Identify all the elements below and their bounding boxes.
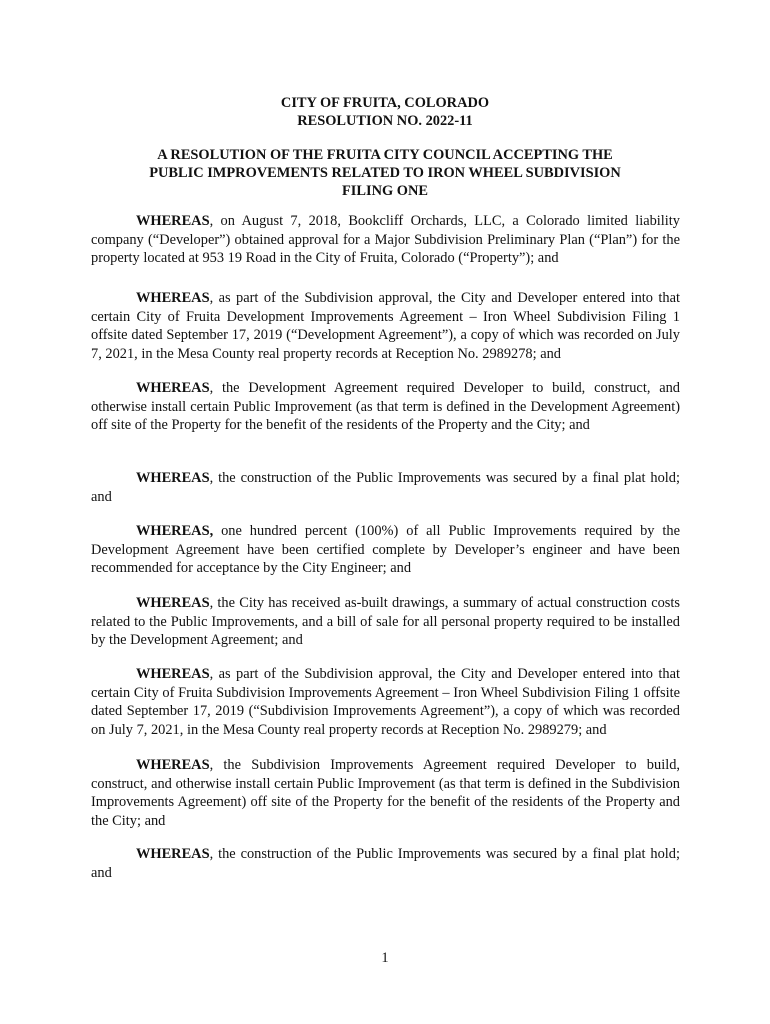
whereas-lead: WHEREAS <box>136 666 210 682</box>
paragraph-text: , the Development Agreement required Developer to build, construct, and otherwise install certain Public Improvement (as that term is defined in the Development Agreement) off site of the Property for the benefit of the residents of the Property and the City; and <box>91 380 680 433</box>
whereas-lead: WHEREAS <box>136 846 210 862</box>
paragraph-text: one hundred percent (100%) of all Public Improvements required by the Development Agreement have been certified complete by Developer’s engineer and have been recommended for acceptance by the City Engineer; and <box>91 523 680 576</box>
title-line-2: PUBLIC IMPROVEMENTS RELATED TO IRON WHEEL SUBDIVISION <box>149 165 621 181</box>
document-header <box>0 94 770 130</box>
whereas-paragraph <box>91 379 680 435</box>
whereas-paragraph <box>91 756 680 830</box>
paragraph-text: , the construction of the Public Improvements was secured by a final plat hold; and <box>91 846 680 881</box>
whereas-lead: WHEREAS <box>136 595 210 611</box>
paragraph-text: , the City has received as-built drawings, a summary of actual construction costs related to the Public Improvements, and a bill of sale for all personal property required to be installed by the Development Agreement; and <box>91 595 680 648</box>
whereas-lead: WHEREAS, <box>136 523 214 539</box>
paragraph-text: , on August 7, 2018, Bookcliff Orchards, LLC, a Colorado limited liability company (“Developer”) obtained approval for a Major Subdivision Preliminary Plan (“Plan”) for the property located at 953 19 Road in the City of Fruita, Colorado (“Property”); and <box>91 213 680 266</box>
whereas-paragraph <box>91 594 680 650</box>
title-line-1: A RESOLUTION OF THE FRUITA CITY COUNCIL ACCEPTING THE <box>157 147 613 163</box>
paragraph-text: , as part of the Subdivision approval, the City and Developer entered into that certain City of Fruita Development Improvements Agreement – Iron Wheel Subdivision Filing 1 offsite dated September 17, 2019 (“Development Agreement”), a copy of which was recorded on July 7, 2021, in the Mesa County real property records at Reception No. 2989278; and <box>91 290 680 362</box>
resolution-number: RESOLUTION NO. 2022-11 <box>297 113 473 129</box>
whereas-paragraph <box>91 665 680 739</box>
paragraph-text: , the construction of the Public Improvements was secured by a final plat hold; and <box>91 470 680 505</box>
whereas-lead: WHEREAS <box>136 380 210 396</box>
page-number: 1 <box>381 950 389 966</box>
city-heading: CITY OF FRUITA, COLORADO <box>280 95 490 111</box>
whereas-paragraph <box>91 289 680 363</box>
whereas-paragraph <box>91 845 680 882</box>
whereas-paragraph <box>91 212 680 268</box>
whereas-lead: WHEREAS <box>136 290 210 306</box>
whereas-lead: WHEREAS <box>136 757 210 773</box>
paragraph-text: , the Subdivision Improvements Agreement required Developer to build, construct, and otherwise install certain Public Improvement (as that term is defined in the Subdivision Improvements Agreement) off site of the Property for the benefit of the residents of the Property and the City; and <box>91 757 680 829</box>
whereas-lead: WHEREAS <box>136 213 210 229</box>
paragraph-text: , as part of the Subdivision approval, the City and Developer entered into that certain City of Fruita Subdivision Improvements Agreement – Iron Wheel Subdivision Filing 1 offsite dated September 17, 2019 (“Subdivision Improvements Agreement”), a copy of which was recorded on July 7, 2021, in the Mesa County real property records at Reception No. 2989279; and <box>91 666 680 738</box>
whereas-lead: WHEREAS <box>136 470 210 486</box>
whereas-paragraph <box>91 469 680 506</box>
title-line-3: FILING ONE <box>342 183 428 199</box>
whereas-paragraph <box>91 522 680 578</box>
resolution-title <box>0 146 770 200</box>
